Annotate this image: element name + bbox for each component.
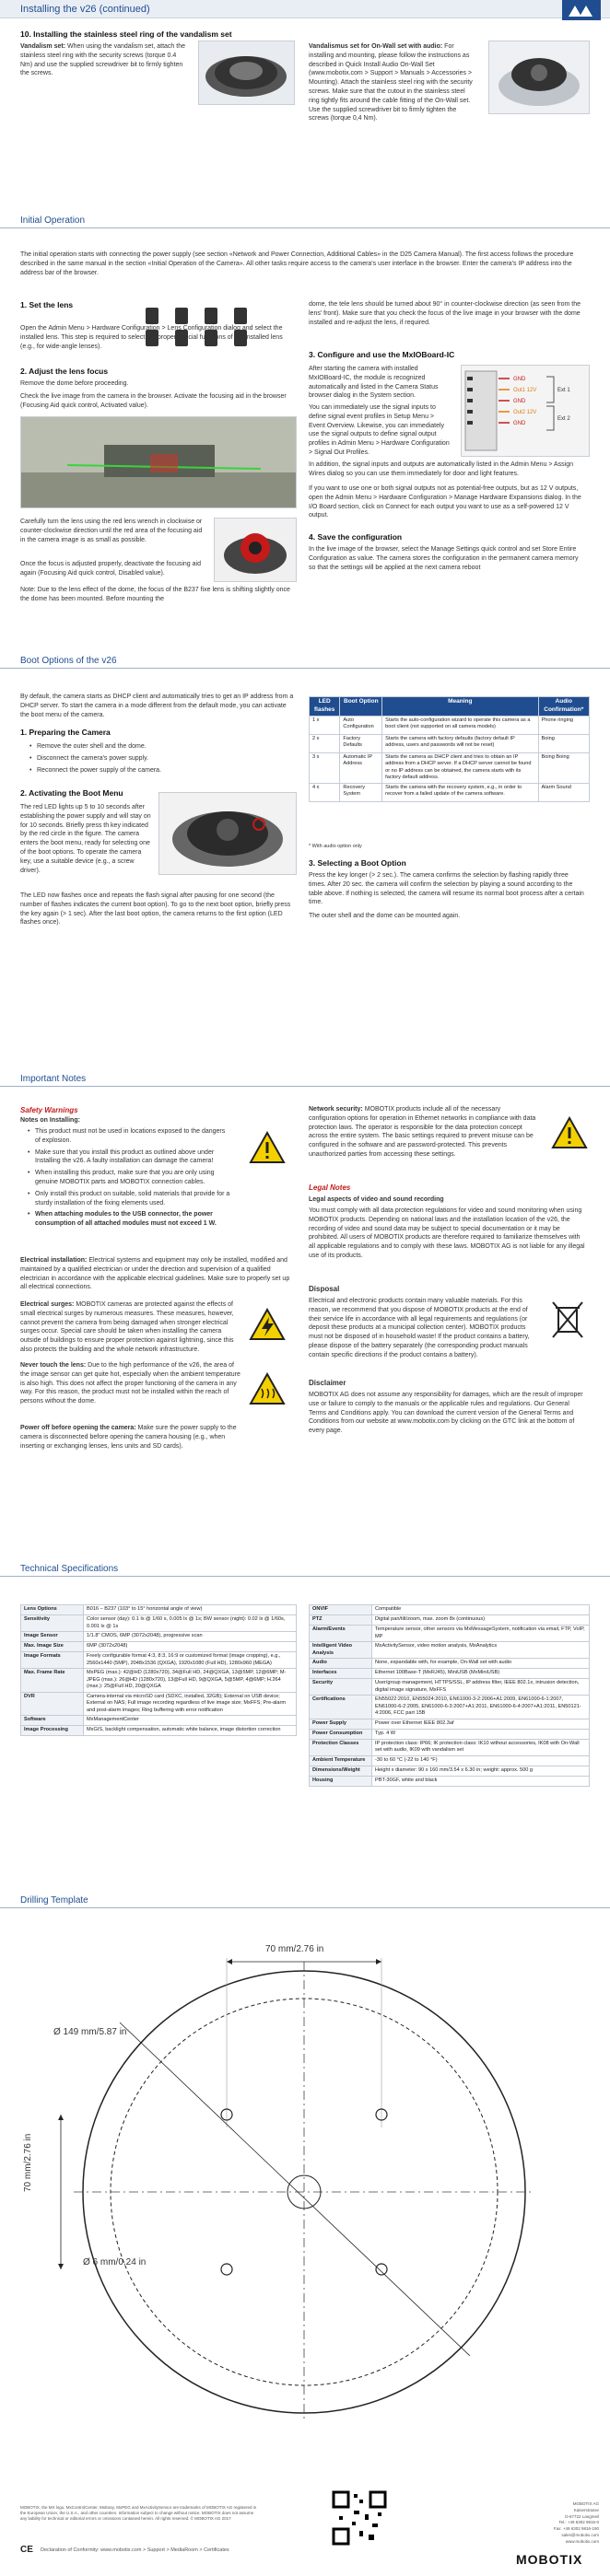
table-cell: Boing Boing (538, 752, 589, 783)
boot-section-header (0, 650, 610, 669)
spec-value: MxGIS, backlight compensation, automatic white balance, image distortion correction (84, 1726, 297, 1736)
select-boot-text-2: The outer shell and the dome can be mounted again. (309, 913, 461, 919)
table-row (310, 716, 590, 734)
specs-table-left (20, 1604, 297, 1736)
vandal-left-body: When using the vandalism set, attach the stainless steel ring with the security screws (torque 0.4 Nm) and use the supplied screwdriver bit to firmly tighten the screws. (20, 43, 186, 77)
install-notes-list (28, 1127, 230, 1231)
table-cell: Starts the camera with factory defaults (factory default IP address, users and passwords will not be reset) (382, 734, 538, 752)
prepare-item: • Reconnect the power supply of the camera. (29, 766, 287, 775)
focus-title: 2. Adjust the lens focus (20, 367, 109, 376)
table-row (310, 1719, 590, 1729)
address-line: MOBOTIX AG (572, 2501, 599, 2506)
save-config-text: In the live image of the browser, select the Manage Settings quick control and set Store Entire Configuration as value. The camera stores the configuration in the permanent camera memory so that the settings will be applied at the next camera reboot (309, 546, 579, 571)
table-cell: Boing (538, 734, 589, 752)
important-section-title: Important Notes (20, 1074, 87, 1084)
table-cell: Starts the camera as DHCP client and tries to obtain an IP address from a DHCP server. If a DHCP server cannot be found or no IP address can be obtained, the camera starts with its factory default address. (382, 752, 538, 783)
drill-hole (376, 2264, 387, 2275)
table-cell: 4 x (310, 783, 340, 801)
spec-key: Power Supply (310, 1719, 372, 1729)
spec-key: Audio (310, 1659, 372, 1669)
drilling-section-title: Drilling Template (20, 1895, 88, 1906)
spec-key: Software (21, 1716, 84, 1726)
spec-value: Height x diameter: 90 x 160 mm/3.54 x 6.30 in; weight: approx. 500 g (372, 1766, 590, 1777)
prepare-item: • Remove the outer shell and the dome. (29, 742, 287, 752)
lens-wrench-photo (214, 518, 297, 582)
focus-text-2: Check the live image from the camera in the browser. Activate the focusing aid in the browser (Focusing Aid quick control, Activated value). (20, 393, 287, 409)
surges-label: Electrical surges: (20, 1301, 75, 1308)
vandal-left-text (20, 42, 186, 78)
table-cell: Recovery System (340, 783, 382, 801)
spec-value: B016 – B237 (103° to 15° horizontal angle of view) (84, 1605, 297, 1615)
ioboard-text-1: After starting the camera with installed MxIOBoard-IC, the module is recognized automatically and listed in the Camera Status browser dialog in the System section. (309, 366, 439, 400)
address-line: D-67722 Langmeil (565, 2513, 599, 2519)
surges-text (20, 1300, 241, 1355)
spec-value: -30 to 60 °C (-22 to 140 °F) (372, 1756, 590, 1766)
mobotix-logo-icon (567, 3, 596, 17)
list-item: • This product must not be used in locations exposed to the dangers of explosion. (28, 1127, 230, 1146)
disposal-title: Disposal (309, 1285, 340, 1293)
ioboard-text-2: You can immediately use the signal inputs to define signal event profiles in Setup Menu > Event Overview. Likewise, you can immediately use the signal outputs to define signal output profiles in Admin Menu > Hardware Configuration > Signal Out Profiles. (309, 404, 450, 456)
table-cell: 1 x (310, 716, 340, 734)
io-label-out1: Out1 12V (513, 388, 537, 393)
table-row (310, 1739, 590, 1755)
table-row (310, 783, 590, 801)
spec-key: DVR (21, 1692, 84, 1716)
address-line: Kaiserstrasse (573, 2507, 599, 2512)
dim-hole-label: Ø 6 mm/0.24 in (83, 2257, 147, 2267)
spec-value: Color sensor (day): 0.1 lx @ 1/60 s, 0.005 lx @ 1s; BW sensor (night): 0.02 lx @ 1/60s, 0.001 lx @ 1s (84, 1615, 297, 1632)
power-off-text (20, 1424, 241, 1451)
important-section-header (0, 1068, 610, 1087)
table-cell: Starts the auto-configuration wizard to operate this camera as a boot client (not supported on all camera models) (382, 716, 538, 734)
table-cell: Starts the camera with the recovery system, e.g., in order to recover from a failed update of the camera software. (382, 783, 538, 801)
boot-menu-title: 2. Activating the Boot Menu (20, 788, 123, 798)
spec-key: Ambient Temperature (310, 1756, 372, 1766)
table-row (310, 752, 590, 783)
boot-menu-text-2: The LED now flashes once and repeats the flash signal after pausing for one second (the number of flashes indicates the current boot option). To go to the next boot option, briefly press the key again (> 1 sec). After the last boot option, the camera returns to the first option (LED flashes once). (20, 892, 291, 927)
network-security-label: Network security: (309, 1106, 363, 1113)
initial-intro: The initial operation starts with connecting the power supply (see section «Network and Power Connection, Additional Cables» in the D25 Camera Manual). The first access follows the procedure described in the same manual in the section «Initial Operation of the Camera». All other tasks require access to the camera's user interface in the browser. Enter the camera's IP address into the address bar of the browser. (20, 251, 574, 276)
onwall-set-photo (488, 41, 590, 114)
footer-conformity: Declaration of Conformity: www.mobotix.com > Support > MediaRoom > Certificates (41, 2547, 229, 2553)
spec-value: PBT-30GF, white and black (372, 1777, 590, 1787)
table-row (310, 1642, 590, 1659)
spec-key: Sensitivity (21, 1615, 84, 1632)
focus-aid-screenshot (20, 416, 297, 508)
spec-key: Security (310, 1679, 372, 1696)
disclaimer-text: MOBOTIX AG does not assume any responsibility for damages, which are the result of improper use or failure to comply to the manuals or the applicable rules and regulations. Our General Terms and Conditions apply. You can download the current version of the General Terms and Conditions from our website at www.mobotix.com by clicking on the GTC link at the bottom of every page. (309, 1392, 583, 1435)
spec-key: Interfaces (310, 1669, 372, 1679)
table-row (21, 1669, 297, 1693)
table-header-row (310, 697, 590, 717)
table-note: * With audio option only (309, 844, 362, 849)
spec-value: None, expandable with, for example, On-Wall set with audio (372, 1659, 590, 1669)
spec-key: Protection Classes (310, 1739, 372, 1755)
vandal-right-body: For installing and mounting, please follow the instructions as described in Quick Install Audio On-Wall Set (www.mobotix.com > Support > Manuals > Accessories > Mounting). Attach the stainless steel ring with the security screws. Make sure that the cutout in the stainless steel ring tightly fits around the cable fitting of the On-Wall set. Use the supplied screwdriver bit to firmly tighten the screws (torque 0,4 Nm). (309, 43, 473, 122)
spec-value: MxActivitySensor, video motion analysis, MxAnalytics (372, 1642, 590, 1659)
io-label-gnd-1: GND (513, 377, 526, 382)
spec-value: Camera-internal via microSD card (SDXC, installed, 32GB); External on USB device; External on NAS; Full image recording regardless of live image size; MxFFS; Pre-alarm and post-alarm images; Ring buffering with error notification (84, 1692, 297, 1716)
surges-body: MOBOTIX cameras are protected against the effects of small electrical surges by numerous measures. These measures, however, cannot prevent the camera from being damaged when stronger electrical surges occur. Special care should be taken when installing the camera outside of buildings to ensure proper protection against lightning, since this also protects the building and the whole network infrastructure. (20, 1301, 234, 1353)
boot-section-title: Boot Options of the v26 (20, 656, 117, 666)
electrical-install-text (20, 1256, 297, 1292)
spec-value: Temperature sensor, other sensors via MxMessageSystem, notification via email, FTP, VoIP, MP (372, 1626, 590, 1642)
spec-value: MxManagementCenter (84, 1716, 297, 1726)
focus-text-1: Remove the dome before proceeding. (20, 380, 129, 387)
set-lens-title: 1. Set the lens (20, 300, 74, 309)
table-row (310, 1659, 590, 1669)
focus-text-3: Carefully turn the lens using the red lens wrench in clockwise or counter-clockwise direction until the red area of the focusing aid in the camera image is as small as possible. (20, 519, 203, 543)
ioboard-title: 3. Configure and use the MxIOBoard-IC (309, 350, 455, 359)
table-row (310, 1756, 590, 1766)
spec-value: Ethernet 100Base-T (MxRJ45), MiniUSB (MxMiniUSB) (372, 1669, 590, 1679)
spec-key: Image Processing (21, 1726, 84, 1736)
spec-key: Dimensions/Weight (310, 1766, 372, 1777)
vandal-ring-photo (198, 41, 295, 105)
footer-address (534, 2501, 599, 2545)
electric-hazard-icon (249, 1308, 286, 1341)
spec-key: Power Consumption (310, 1729, 372, 1739)
table-cell: Factory Defaults (340, 734, 382, 752)
footer-brand: MOBOTIX (516, 2552, 583, 2567)
io-label-gnd-2: GND (513, 399, 526, 404)
table-row (21, 1692, 297, 1716)
tele-lens-text: dome, the tele lens should be turned about 90° in counter-clockwise direction (as seen from the lens' front). Make sure that you check the focus of the live image in your browser with the dome installed and re-adjust the lens, if required. (309, 301, 581, 326)
table-cell: Automatic IP Address (340, 752, 382, 783)
address-line: Tel.: +49 6302 9816-0 (558, 2520, 599, 2525)
table-header: Audio Confirmation* (538, 697, 589, 717)
table-cell: 2 x (310, 734, 340, 752)
table-row (310, 734, 590, 752)
header-band (0, 0, 610, 18)
power-off-body: Make sure the power supply to the camera is disconnected before opening the camera housing (e.g., when inserting or exchanging lenses, lens units and SD cards). (20, 1425, 237, 1450)
list-item: • Only install this product on suitable, solid materials that provide for a sturdy installation of the fixing elements used. (28, 1190, 230, 1208)
camera-key-photo (158, 792, 297, 875)
mobotix-logo (562, 0, 601, 20)
list-item: • When attaching modules to the USB connector, the power consumption of all attached modules must not exceed 1 W. (28, 1210, 230, 1229)
spec-value: 6MP (3072x2048) (84, 1642, 297, 1652)
drilling-template-drawing (37, 1943, 571, 2422)
spec-key: ONVIF (310, 1605, 372, 1615)
vandal-step-title: 10. Installing the stainless steel ring of the vandalism set (20, 29, 232, 39)
drilling-section-header (0, 1890, 610, 1908)
io-label-ext2: Ext 2 (557, 416, 570, 422)
legal-subtitle: Legal aspects of video and sound recording (309, 1196, 444, 1203)
dim-left-label: 70 mm/2.76 in (23, 2133, 33, 2192)
table-cell: Auto Configuration (340, 716, 382, 734)
spec-key: Lens Options (21, 1605, 84, 1615)
set-lens-text: Open the Admin Menu > Hardware Configuration > Lens Configuration dialog and select the installed lens. This step is required to select the proper special functions of the installed lens (e.g., for wide-angle lenses). (20, 325, 283, 350)
spec-value: MxPEG (max.): 42@HD (1280x720), 34@Full HD, 24@QXGA, 13@5MP, 12@6MP; M-JPEG (max.): 26@HD (1280x720), 13@Full HD, 9@QXGA, 5@5MP, 4@6MP; H.264 (max.): 25@Full HD, 20@QXGA (84, 1669, 297, 1693)
specs-section-header (0, 1558, 610, 1577)
table-row (310, 1679, 590, 1696)
spec-key: Image Sensor (21, 1632, 84, 1642)
table-row (21, 1726, 297, 1736)
boot-menu-text-1: The red LED lights up 5 to 10 seconds after establishing the power supply and will stay on for 10 seconds. Briefly press th key indicated by the red circle in the figure. The camera enters the boot menu, ready for selecting one of the boot options. To operate the camera key, use a suitable device (e.g., a screw driver). (20, 804, 151, 874)
table-row (310, 1766, 590, 1777)
table-header: Boot Option (340, 697, 382, 717)
security-warning-icon (551, 1116, 588, 1149)
io-label-out2: Out2 12V (513, 410, 537, 415)
disposal-text: Electrical and electronic products contain many valuable materials. For this reason, we recommend that you dispose of MOBOTIX products at the end of their service life in accordance with all legal requirements and regulations (or deposit these products at a municipal collection center). MOBOTIX products must not be disposed of in household waste! If the product contains a battery, please dispose of the battery separately (the corresponding product manuals contain specific directions if the product contains a battery). (309, 1298, 530, 1358)
vandal-left-bold: Vandalism set: (20, 43, 66, 50)
spec-value: 1/1.8" CMOS, 6MP (3072x2048), progressive scan (84, 1632, 297, 1642)
boot-intro: By default, the camera starts as DHCP client and automatically tries to get an IP address from a DHCP server. To start the camera in a mode different from the default mode, you can activate the boot menu of the camera. (20, 694, 294, 718)
initial-section-header (0, 210, 610, 228)
specs-section-title: Technical Specifications (20, 1564, 119, 1574)
footer-legal: MOBOTIX, the MX logo, MxControlCenter, MxEasy, MxPEG and MxActivitySensor are trademarks of MOBOTIX AG registered in the European Union, the U.S.A., and other countries. Information subject to change without notice. MOBOTIX does not assume any liability for technical or editorial errors or omissions contained herein. All rights reserved. © MOBOTIX AG 2017 (20, 2505, 257, 2522)
io-label-gnd-3: GND (513, 421, 526, 426)
boot-options-table (309, 696, 590, 802)
spec-key: Housing (310, 1777, 372, 1787)
table-row (21, 1615, 297, 1632)
weee-bin-icon (551, 1300, 584, 1341)
save-config-title: 4. Save the configuration (309, 532, 403, 542)
spec-value: Typ. 4 W (372, 1729, 590, 1739)
focus-note: Note: Due to the lens effect of the dome, the focus of the B237 fixe lens is shifting slightly once the dome has been mounted. Before mounting the (20, 587, 290, 602)
prepare-title: 1. Preparing the Camera (20, 728, 111, 737)
vandal-right-bold: Vandalismus set for On-Wall set with audio: (309, 43, 443, 50)
network-security-body: MOBOTIX products include all of the necessary configuration options for operation in Ethernet networks in compliance with data protection laws. The operator is responsible for the data protection concept across the entire system. The basic settings required to prevent misuse can be configured in the software and are password-protected. This prevents unauthorized parties from accessing these settings. (309, 1106, 536, 1158)
qr-code-icon (332, 2490, 387, 2546)
table-header: LED flashes (310, 697, 340, 717)
spec-value: IP protection class: IP66; IK protection class: IK10 without accessories, IK08 with On-Wall set with audio, IK09 with vandalism set (372, 1739, 590, 1755)
disclaimer-title: Disclaimer (309, 1379, 346, 1387)
electrical-install-body: Electrical systems and equipment may only be installed, modified and maintained by a qualified electrician or under the direction and supervision of a qualified electrician in accordance with the applicable electrical guidelines. Make sure to properly set up all electrical connections. (20, 1257, 290, 1291)
spec-value: Digital pan/tilt/zoom, max. zoom 8x (continuous) (372, 1615, 590, 1626)
address-line: Fax: +49 6302 9816-190 (553, 2526, 599, 2531)
table-row (310, 1626, 590, 1642)
install-notes-title: Notes on Installing: (20, 1117, 80, 1124)
ce-mark-icon: CE (20, 2545, 33, 2555)
ioboard-text-4: If you want to use one or both signal outputs not as potential-free outputs, but as 12 V outputs, open the Admin Menu > Hardware Configuration > Manage Hardware Expansions dialog. In the I/O Board section, click on Connect for each output you want to use as a self-powered 12 V output. (309, 485, 581, 519)
list-item: • When installing this product, make sure that you are only using genuine MOBOTIX parts and MOBOTIX connection cables. (28, 1169, 230, 1187)
table-row (21, 1632, 297, 1642)
table-row (310, 1615, 590, 1626)
address-line: www.mobotix.com (565, 2538, 599, 2544)
spec-key: Max. Frame Rate (21, 1669, 84, 1693)
address-line: sales@mobotix.com (561, 2532, 599, 2537)
table-row (310, 1777, 590, 1787)
vandal-right-text (309, 42, 475, 123)
spec-value: Compatible (372, 1605, 590, 1615)
power-off-label: Power off before opening the camera: (20, 1425, 136, 1431)
dim-top-label: 70 mm/2.76 in (265, 1944, 324, 1954)
spec-key: Certifications (310, 1696, 372, 1719)
table-row (21, 1642, 297, 1652)
dim-diameter-label: Ø 149 mm/5.87 in (53, 2027, 127, 2037)
lens-heat-label: Never touch the lens: (20, 1362, 87, 1369)
prepare-list (29, 742, 287, 777)
spec-value: User/group management, HTTPS/SSL, IP address filter, IEEE 802.1x, intrusion detection, digital image signature, MxFFS (372, 1679, 590, 1696)
warning-icon (249, 1131, 286, 1164)
legal-text: You must comply with all data protection regulations for video and sound monitoring when using MOBOTIX products. Depending on national laws and the installation location of the v26, the recording of video and sound data may be subject to special documentation or it may be prohibited. All users of MOBOTIX products are therefore required to familiarize themselves with all applicable regulations and to comply with these laws. MOBOTIX AG is not liable for any illegal use of its products. (309, 1207, 585, 1259)
table-header: Meaning (382, 697, 538, 717)
table-row (21, 1716, 297, 1726)
legal-notes-title: Legal Notes (309, 1183, 351, 1192)
select-boot-title: 3. Selecting a Boot Option (309, 858, 406, 868)
select-boot-text-1: Press the key longer (> 2 sec.). The camera confirms the selection by flashing rapidly three times. After 20 sec. the camera will confirm the selection by playing a sound according to the table above. If nothing is selected, the camera will resume its normal boot process after a certain time. (309, 872, 584, 906)
page-title: Installing the v26 (continued) (20, 4, 150, 15)
table-cell: 3 x (310, 752, 340, 783)
spec-key: PTZ (310, 1615, 372, 1626)
drill-hole (221, 2264, 232, 2275)
lens-heat-text (20, 1361, 241, 1406)
spec-key: Intelligent Video Analysis (310, 1642, 372, 1659)
spec-value: EN55022:2010, EN55024:2010, EN61000-3-2:2006+A1:2009, EN61000-6-1:2007, EN61000-6-2:2005, EN61000-6-3:2007+A1:2011, EN61000-6-4:2007+A1:2011, EN50121-4:2006, FCC part 15B (372, 1696, 590, 1719)
spec-key: Image Formats (21, 1652, 84, 1669)
electrical-install-label: Electrical installation: (20, 1257, 88, 1264)
table-cell: Phone ringing (538, 716, 589, 734)
safety-title: Safety Warnings (20, 1106, 78, 1114)
io-label-ext1: Ext 1 (557, 388, 570, 393)
table-row (21, 1652, 297, 1669)
spec-key: Alarm/Events (310, 1626, 372, 1642)
table-row (310, 1605, 590, 1615)
table-cell: Alarm Sound (538, 783, 589, 801)
ioboard-text-3: In addition, the signal inputs and outputs are automatically listed in the Admin Menu > Assign Wires dialog so you can use them immediately for door and light features. (309, 461, 573, 477)
spec-key: Max. Image Size (21, 1642, 84, 1652)
ioboard-diagram (461, 365, 590, 457)
prepare-item: • Disconnect the camera's power supply. (29, 754, 287, 763)
spec-value: Power over Ethernet IEEE 802.3af (372, 1719, 590, 1729)
table-row (21, 1605, 297, 1615)
network-security-text (309, 1105, 539, 1160)
specs-table-right (309, 1604, 590, 1787)
table-row (310, 1729, 590, 1739)
dim-diameter-line (120, 2022, 470, 2356)
spec-value: Freely configurable format 4:3, 8:3, 16:9 or customized format (image cropping), e.g., 2560x1440 (5MP), 2048x1536 (QXGA), 1920x1080 (Full HD), 1280x960 (MEGA) (84, 1652, 297, 1669)
focus-text-4: Once the focus is adjusted properly, deactivate the focusing aid again (Focusing Aid quick control, Disabled value). (20, 561, 201, 577)
table-row (310, 1696, 590, 1719)
lens-heat-body: Due to the high performance of the v26, the area of the image sensor can get quite hot, especially when the ambient temperature is also high. This does not affect the proper functioning of the camera in any way. For this reason, the product must not be installed within the reach of persons without the dome. (20, 1362, 240, 1405)
table-row (310, 1669, 590, 1679)
initial-section-title: Initial Operation (20, 216, 86, 226)
list-item: • Make sure that you install this product as outlined above under Installing the v26. A faulty installation can damage the camera! (28, 1148, 230, 1167)
hot-surface-icon (249, 1372, 286, 1405)
